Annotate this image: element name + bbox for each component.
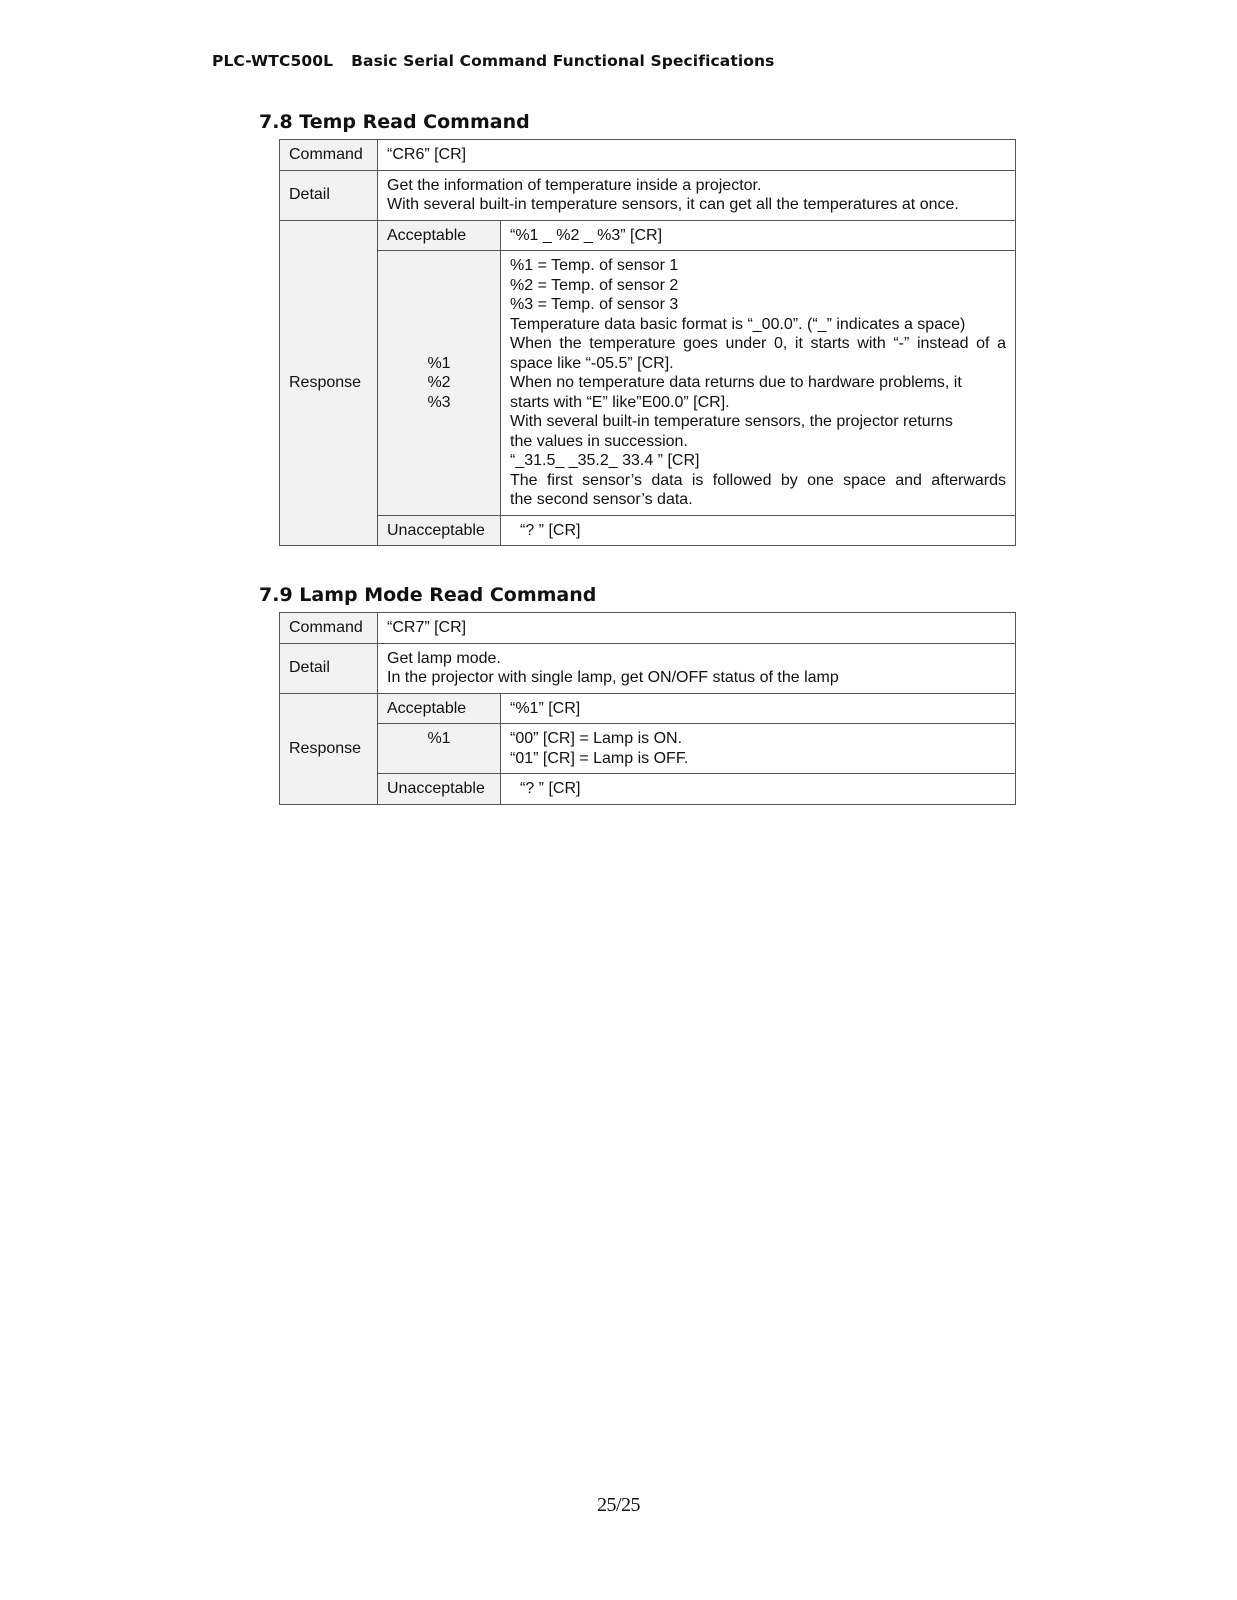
header-title: Basic Serial Command Functional Specifications (351, 52, 775, 70)
acceptable-label: Acceptable (378, 220, 501, 251)
param-line: space like “-05.5” [CR]. (510, 354, 674, 372)
header-model: PLC-WTC500L (212, 52, 334, 70)
acceptable-label: Acceptable (378, 693, 501, 724)
param-line: When the temperature goes under 0, it starts with “-” instead of a (510, 335, 1006, 352)
command-value: “CR7” [CR] (378, 613, 1016, 644)
param-line: %2 = Temp. of sensor 2 (510, 276, 679, 294)
param-line: “01” [CR] = Lamp is OFF. (510, 749, 689, 767)
detail-label: Detail (280, 170, 378, 220)
detail-label: Detail (280, 643, 378, 693)
param-label: %3 (427, 393, 451, 411)
detail-line: With several built-in temperature sensors, it can get all the temperatures at once. (387, 196, 959, 213)
param-label: %1 (427, 354, 451, 372)
table-row (280, 515, 1016, 546)
section-title-lamp-mode: 7.9 Lamp Mode Read Command (259, 584, 597, 606)
command-label: Command (280, 140, 378, 171)
param-line: When no temperature data returns due to hardware problems, it (510, 374, 962, 391)
unacceptable-label: Unacceptable (378, 515, 501, 546)
section-title-temp-read: 7.8 Temp Read Command (259, 111, 530, 133)
param-line: %1 = Temp. of sensor 1 (510, 257, 679, 274)
table-row (280, 220, 1016, 251)
table-row (280, 613, 1016, 644)
unacceptable-value: “? ” [CR] (501, 774, 1016, 805)
param-line: starts with “E” like”E00.0” [CR]. (510, 393, 730, 411)
page-header (212, 52, 774, 70)
detail-line: Get the information of temperature inside a projector. (387, 176, 762, 194)
param-description (501, 251, 1016, 516)
table-row (280, 170, 1016, 220)
lamp-mode-table (279, 612, 1016, 805)
acceptable-value: “%1 _ %2 _ %3” [CR] (501, 220, 1016, 251)
command-label: Command (280, 613, 378, 644)
table-row (280, 724, 1016, 774)
param-line: the values in succession. (510, 432, 688, 450)
detail-line: In the projector with single lamp, get ON/OFF status of the lamp (387, 669, 839, 686)
table-row (280, 140, 1016, 171)
param-line: the second sensor’s data. (510, 491, 693, 508)
detail-value (378, 643, 1016, 693)
acceptable-value: “%1” [CR] (501, 693, 1016, 724)
table-row (280, 774, 1016, 805)
table-row (280, 643, 1016, 693)
table-row (280, 251, 1016, 516)
detail-line: Get lamp mode. (387, 649, 501, 667)
detail-value (378, 170, 1016, 220)
param-label: %2 (427, 374, 451, 391)
param-line: With several built-in temperature sensors, the projector returns (510, 413, 953, 430)
page-number: 25/25 (596, 1494, 641, 1516)
table-row (280, 693, 1016, 724)
command-value: “CR6” [CR] (378, 140, 1016, 171)
unacceptable-label: Unacceptable (378, 774, 501, 805)
param-description (501, 724, 1016, 774)
unacceptable-value: “? ” [CR] (501, 515, 1016, 546)
param-line: “_31.5_ _35.2_ 33.4 ” [CR] (510, 452, 700, 469)
response-label: Response (280, 693, 378, 804)
param-line: %3 = Temp. of sensor 3 (510, 296, 679, 313)
param-label: %1 (378, 724, 501, 774)
param-line: “00” [CR] = Lamp is ON. (510, 730, 683, 747)
param-labels (378, 251, 501, 516)
param-line: Temperature data basic format is “_00.0”. (“_” indicates a space) (510, 315, 966, 333)
param-line: The first sensor’s data is followed by one space and afterwards (510, 471, 1006, 489)
response-label: Response (280, 220, 378, 546)
temp-read-table (279, 139, 1016, 546)
